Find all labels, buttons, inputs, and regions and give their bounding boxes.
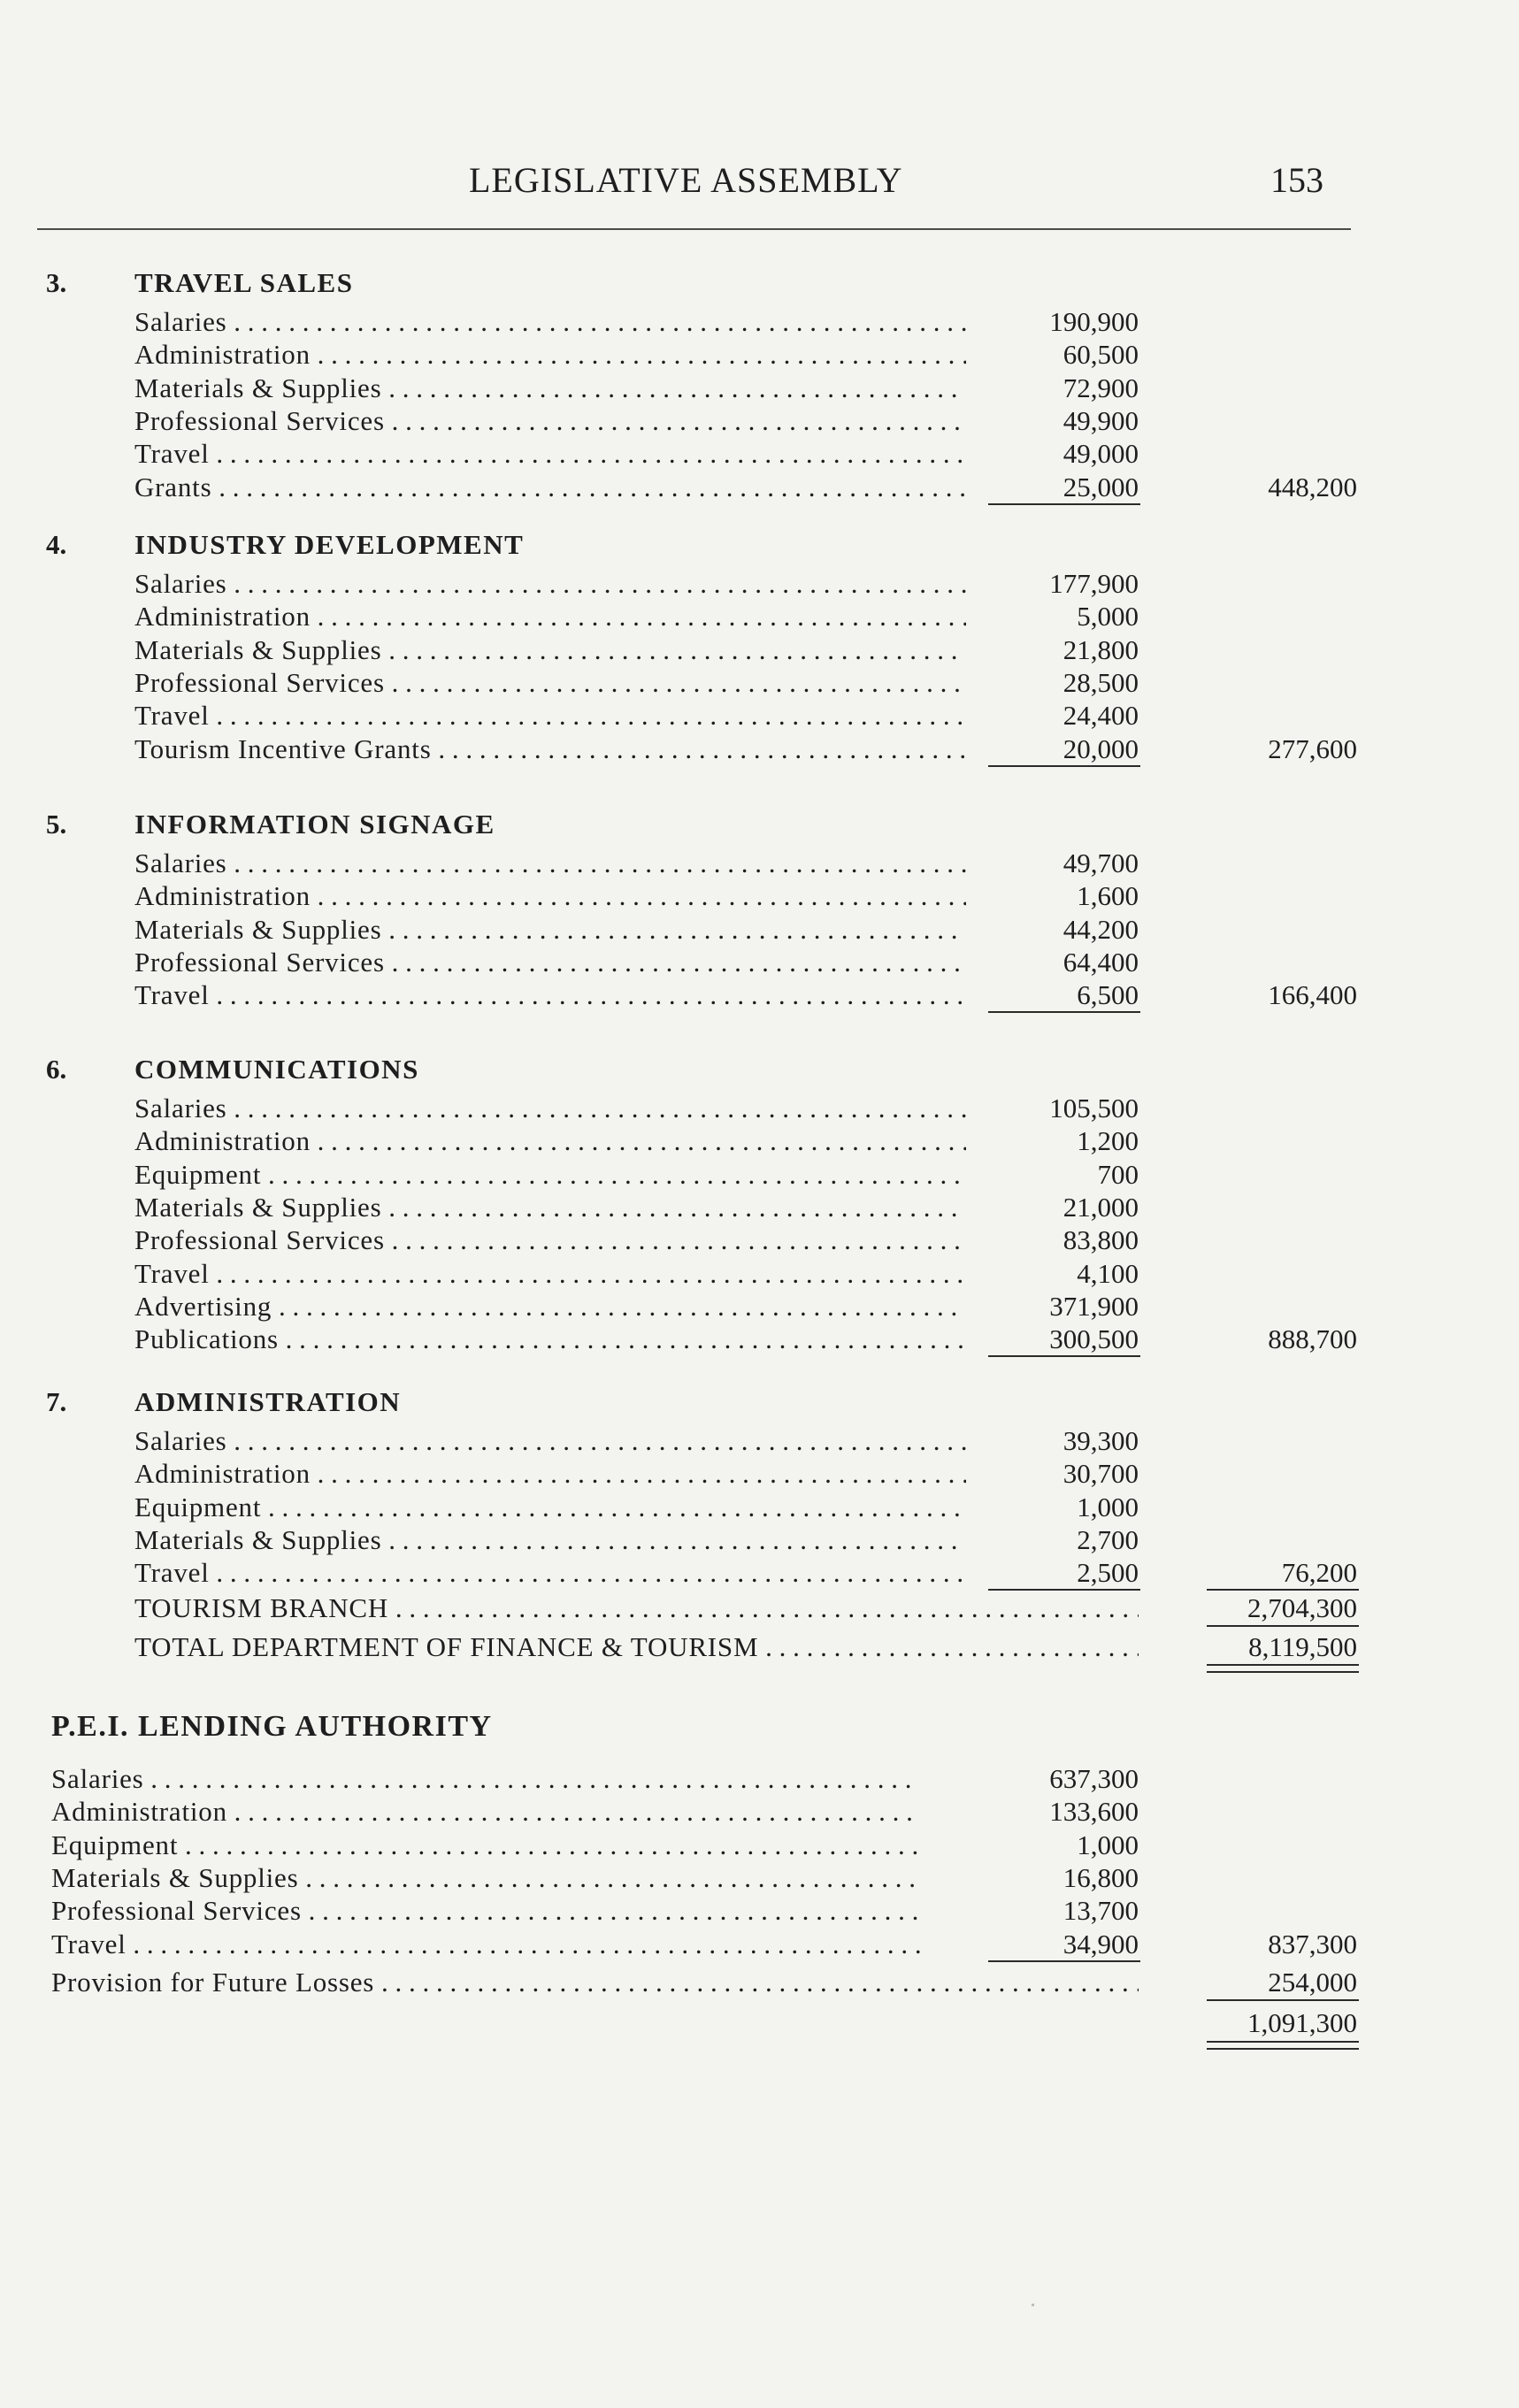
- line-item-label: Travel . . .: [134, 979, 966, 1011]
- line-item-label: Materials & Supplies . . .: [134, 1524, 966, 1556]
- section-total: 166,400: [1268, 979, 1357, 1011]
- provision-line: [0, 1967, 1519, 1999]
- line-item: [0, 1557, 1519, 1590]
- line-item-label: Grants . . .: [134, 472, 966, 503]
- section-total-rule: [1207, 1589, 1359, 1591]
- subtotal-rule: [988, 1589, 1140, 1591]
- summary-label: TOTAL DEPARTMENT OF FINANCE & TOURISM . . .: [134, 1631, 1139, 1663]
- line-item: [0, 1125, 1519, 1158]
- line-item-label: Administration . . .: [134, 339, 966, 371]
- line-item-label: Materials & Supplies . . .: [134, 914, 966, 946]
- line-item: [0, 1258, 1519, 1291]
- line-item-amount: 105,500: [1049, 1093, 1139, 1123]
- line-item-amount: 5,000: [1077, 601, 1139, 633]
- running-head: [0, 159, 1519, 212]
- line-item: [0, 601, 1519, 633]
- pei-line-item-amount: 16,800: [1063, 1861, 1139, 1893]
- line-item-label: Professional Services . . .: [134, 405, 966, 437]
- pei-line-item: [0, 1796, 1519, 1829]
- summary-double-rule: [1207, 1664, 1359, 1673]
- pei-line-item-amount: 637,300: [1049, 1763, 1139, 1794]
- line-item-label: Salaries . . .: [134, 847, 966, 879]
- section-number: 3.: [46, 267, 67, 298]
- line-item: [0, 1192, 1519, 1224]
- pei-lending-authority-title: P.E.I. LENDING AUTHORITY: [51, 1710, 493, 1743]
- section-title: COMMUNICATIONS: [134, 1054, 419, 1085]
- pei-line-item-amount: 34,900: [1063, 1928, 1139, 1959]
- line-item-amount: 1,200: [1077, 1125, 1139, 1157]
- section-total: 76,200: [1281, 1557, 1357, 1589]
- line-item-amount: 1,000: [1077, 1491, 1139, 1522]
- line-item: [0, 667, 1519, 700]
- section-title: ADMINISTRATION: [134, 1386, 402, 1417]
- line-item-label: Administration . . .: [134, 1125, 966, 1157]
- line-item-label: Materials & Supplies . . .: [134, 1192, 966, 1223]
- line-item: [0, 339, 1519, 372]
- line-item-amount: 49,000: [1063, 438, 1139, 470]
- line-item: [0, 438, 1519, 471]
- line-item-label: Publications . . .: [134, 1323, 966, 1355]
- line-item-amount: 25,000: [1063, 471, 1139, 502]
- line-item: [0, 1291, 1519, 1323]
- line-item: [0, 1093, 1519, 1125]
- line-item-label: Materials & Supplies . . .: [134, 634, 966, 666]
- pei-subtotal: 837,300: [1268, 1928, 1357, 1959]
- pei-line-item-amount: 1,000: [1077, 1829, 1139, 1860]
- line-item: [0, 1492, 1519, 1524]
- line-item: [0, 1323, 1519, 1356]
- provision-rule: [1207, 1999, 1359, 2001]
- line-item-amount: 28,500: [1063, 666, 1139, 698]
- pei-line-item-label: Salaries . . .: [51, 1763, 920, 1795]
- line-item-label: Salaries . . .: [134, 306, 966, 338]
- line-item: [0, 634, 1519, 667]
- line-item: [0, 372, 1519, 405]
- line-item: [0, 472, 1519, 504]
- summary-total: 8,119,500: [1248, 1631, 1357, 1662]
- grand-total-line: [0, 2007, 1519, 2040]
- summary-label: TOURISM BRANCH . . .: [134, 1592, 1139, 1624]
- pei-line-item-label: Equipment . . .: [51, 1829, 920, 1861]
- summary-line: [0, 1631, 1519, 1664]
- pei-line-item: [0, 1895, 1519, 1928]
- line-item: [0, 1458, 1519, 1491]
- pei-line-item-label: Materials & Supplies . . .: [51, 1862, 920, 1894]
- line-item-amount: 83,800: [1063, 1224, 1139, 1256]
- line-item-label: Professional Services . . .: [134, 1224, 966, 1256]
- line-item: [0, 733, 1519, 766]
- line-item-label: Travel . . .: [134, 700, 966, 732]
- line-item-amount: 49,700: [1063, 847, 1139, 878]
- line-item-amount: 60,500: [1063, 339, 1139, 371]
- line-item-label: Materials & Supplies . . .: [134, 372, 966, 404]
- summary-rule: [1207, 1625, 1359, 1627]
- line-item: [0, 568, 1519, 601]
- provision-total: 254,000: [1268, 1967, 1357, 1998]
- line-item-label: Administration . . .: [134, 880, 966, 912]
- pei-line-item-amount: 133,600: [1049, 1796, 1139, 1828]
- line-item: [0, 1159, 1519, 1192]
- line-item-amount: 21,800: [1063, 633, 1139, 665]
- subtotal-rule: [988, 503, 1140, 505]
- line-item-amount: 6,500: [1077, 979, 1139, 1011]
- line-item-label: Equipment . . .: [134, 1159, 966, 1191]
- line-item: [0, 1224, 1519, 1257]
- section-title: INFORMATION SIGNAGE: [134, 809, 495, 840]
- line-item-label: Travel . . .: [134, 438, 966, 470]
- line-item-amount: 21,000: [1063, 1191, 1139, 1223]
- pei-line-item: [0, 1763, 1519, 1796]
- line-item: [0, 914, 1519, 947]
- pei-line-item-amount: 13,700: [1063, 1895, 1139, 1927]
- summary-line: [0, 1592, 1519, 1625]
- line-item-amount: 190,900: [1049, 306, 1139, 337]
- pei-line-item: [0, 1929, 1519, 1961]
- line-item-amount: 72,900: [1063, 372, 1139, 403]
- line-item-label: Equipment . . .: [134, 1492, 966, 1523]
- pei-line-item: [0, 1829, 1519, 1862]
- line-item-label: Professional Services . . .: [134, 667, 966, 699]
- subtotal-rule: [988, 1355, 1140, 1357]
- summary-total: 2,704,300: [1247, 1592, 1357, 1623]
- line-item-label: Administration . . .: [134, 1458, 966, 1490]
- pei-line-item-label: Travel . . .: [51, 1929, 920, 1960]
- line-item: [0, 979, 1519, 1012]
- line-item: [0, 700, 1519, 732]
- subtotal-rule: [988, 765, 1140, 767]
- section-number: 6.: [46, 1054, 67, 1085]
- section-number: 7.: [46, 1386, 67, 1417]
- line-item: [0, 847, 1519, 880]
- line-item-label: Administration . . .: [134, 601, 966, 633]
- section-total: 448,200: [1268, 471, 1357, 502]
- line-item-label: Professional Services . . .: [134, 947, 966, 978]
- line-item-amount: 24,400: [1063, 700, 1139, 732]
- line-item: [0, 947, 1519, 979]
- grand-total-double-rule: [1207, 2041, 1359, 2050]
- line-item-amount: 20,000: [1063, 732, 1139, 764]
- provision-label: Provision for Future Losses . . .: [51, 1967, 1139, 1998]
- section-title: TRAVEL SALES: [134, 267, 354, 298]
- line-item-amount: 2,700: [1077, 1523, 1139, 1555]
- line-item-amount: 30,700: [1063, 1458, 1139, 1490]
- line-item-amount: 64,400: [1063, 946, 1139, 978]
- running-title: LEGISLATIVE ASSEMBLY: [469, 160, 903, 200]
- page-speck: [1032, 2304, 1034, 2306]
- line-item-label: Travel . . .: [134, 1557, 966, 1589]
- line-item-label: Advertising . . .: [134, 1291, 966, 1323]
- section-number: 5.: [46, 809, 67, 840]
- section-total: 888,700: [1268, 1323, 1357, 1355]
- line-item-label: Salaries . . .: [134, 1093, 966, 1124]
- pei-line-item: [0, 1862, 1519, 1895]
- section-total: 277,600: [1268, 732, 1357, 764]
- line-item: [0, 405, 1519, 438]
- line-item: [0, 1524, 1519, 1557]
- line-item: [0, 1425, 1519, 1458]
- line-item-amount: 2,500: [1077, 1557, 1139, 1589]
- pei-line-item-label: Professional Services . . .: [51, 1895, 920, 1927]
- line-item-amount: 371,900: [1049, 1290, 1139, 1322]
- header-rule: [37, 228, 1351, 230]
- line-item-amount: 177,900: [1049, 568, 1139, 599]
- line-item-amount: 1,600: [1077, 880, 1139, 912]
- line-item-amount: 44,200: [1063, 913, 1139, 945]
- line-item-amount: 39,300: [1063, 1425, 1139, 1456]
- subtotal-rule: [988, 1011, 1140, 1013]
- line-item-label: Travel . . .: [134, 1258, 966, 1290]
- page-number: 153: [1270, 160, 1323, 200]
- line-item-amount: 49,900: [1063, 404, 1139, 436]
- section-number: 4.: [46, 529, 67, 560]
- line-item: [0, 306, 1519, 339]
- line-item-amount: 4,100: [1077, 1257, 1139, 1289]
- grand-total: 1,091,300: [1247, 2007, 1357, 2038]
- line-item-amount: 300,500: [1049, 1323, 1139, 1355]
- line-item-amount: 700: [1097, 1158, 1139, 1190]
- section-title: INDUSTRY DEVELOPMENT: [134, 529, 525, 560]
- pei-line-item-label: Administration . . .: [51, 1796, 920, 1828]
- line-item-label: Salaries . . .: [134, 568, 966, 600]
- line-item: [0, 880, 1519, 913]
- line-item-label: Salaries . . .: [134, 1425, 966, 1457]
- line-item-label: Tourism Incentive Grants . . .: [134, 733, 966, 765]
